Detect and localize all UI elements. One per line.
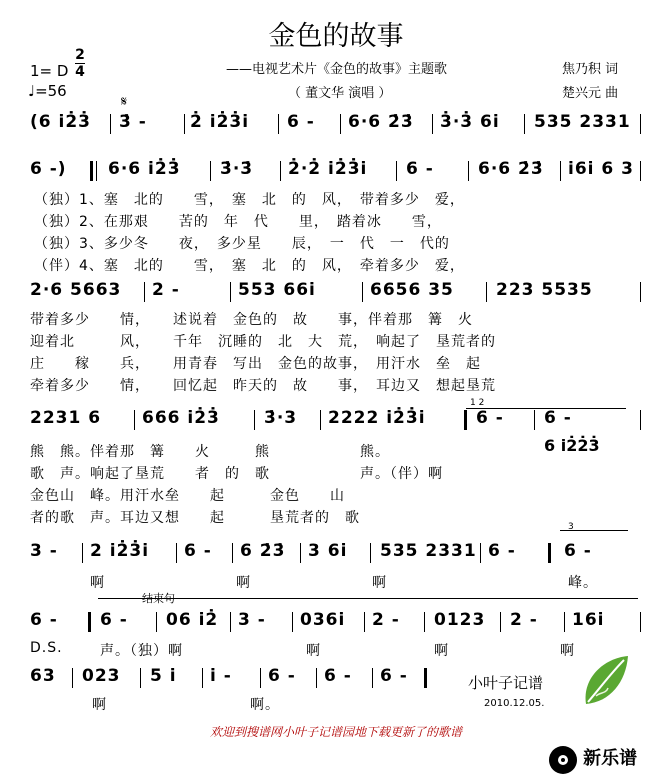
bar-line (144, 282, 145, 302)
bar-line (72, 668, 73, 688)
measure: 6 - (287, 112, 315, 132)
measure: 3 6i (308, 541, 348, 561)
measure: 6 - (268, 666, 296, 686)
bar-line (210, 161, 211, 181)
score-system-5 (24, 541, 642, 567)
lyric-line: 庄 稼 兵， 用青春 写出 金色的故事， 用汗水 垒 起 (30, 356, 481, 372)
bar-line (364, 612, 365, 632)
lyric-text: 啊 (306, 643, 321, 659)
leaf-logo-icon (578, 652, 632, 712)
composer: 楚兴元 曲 (562, 86, 619, 101)
bar-line (278, 114, 279, 134)
measure: 6 -) (30, 159, 67, 179)
lyric-line: 迎着北 风， 千年 沉睡的 北 大 荒， 响起了 垦荒者的 (30, 334, 496, 350)
measure: 6 - (476, 408, 504, 428)
lyric-text: 啊 (434, 643, 449, 659)
measure: 63 (30, 666, 56, 686)
pickup-measure: 6 i2̇2̇3̇ (544, 436, 600, 455)
final-bar (424, 668, 427, 688)
bar-line (230, 282, 231, 302)
measure: 6 2̇3̇ (240, 541, 286, 561)
measure: 535 2331 (534, 112, 631, 132)
lyric-text: D.S. (30, 640, 63, 656)
site-logo-text: 新乐谱 (583, 748, 638, 769)
bar-line (254, 410, 255, 430)
measure: 2 i2̇3̇i (90, 541, 150, 561)
lyric-text: 啊 (90, 575, 105, 591)
bar-line (640, 161, 641, 181)
measure: 6 - (30, 610, 58, 630)
score-system-1 (24, 94, 642, 138)
transcription-date: 2010.12.05. (484, 698, 545, 709)
bar-line (486, 282, 487, 302)
lyric-line: 歌 声。响起了垦荒 者 的 歌 声。（伴）啊 (30, 466, 443, 482)
measure: i6i 6 3 (568, 159, 634, 179)
bar-line (340, 114, 341, 134)
lyric-line: （独）3、多少冬 夜， 多少星 辰， 一 代 一 代的 (34, 236, 450, 252)
measure: 2 - (510, 610, 538, 630)
lyric-line: 金色山 峰。用汗水垒 起 金色 山 (30, 488, 345, 504)
bar-line (500, 612, 501, 632)
score-system-2 (24, 159, 642, 185)
lyric-text: 啊 (92, 697, 107, 713)
measure: 5 i (150, 666, 177, 686)
lyricist: 焦乃积 词 (562, 62, 619, 77)
bar-line (468, 161, 469, 181)
measure: 3̇ - (119, 112, 147, 132)
measure: 553 66i (238, 280, 316, 300)
bar-line (640, 612, 641, 632)
time-signature: 2 4 (75, 47, 85, 80)
measure: 666 i2̇3̇ (142, 408, 220, 428)
measure: 3̇·3 (264, 408, 298, 428)
measure: 6 - (100, 610, 128, 630)
coda-label: 结束句 (142, 592, 175, 605)
bar-line (432, 114, 433, 134)
final-repeat-bar (88, 612, 91, 632)
measure: 535 2331 (380, 541, 477, 561)
bar-line (534, 410, 535, 430)
bar-line (230, 612, 231, 632)
lyric-line: （独）2、在那艰 苦的 年 代 里， 踏着冰 雪， (34, 214, 442, 230)
bar-line (140, 668, 141, 688)
tempo-marking: ♩=56 (28, 82, 67, 100)
measure: 3 - (238, 610, 266, 630)
bar-line (320, 410, 321, 430)
lyric-line: 牵着多少 情， 回忆起 昨天的 故 事， 耳边又 想起垦荒 (30, 378, 496, 394)
transcriber-signature: 小叶子记谱 (468, 674, 544, 692)
lyric-line: （独）1、塞 北的 雪， 塞 北 的 风， 带着多少 爱， (34, 192, 465, 208)
measure: 6·6 2̇3̇ (348, 112, 414, 132)
score-system-3 (24, 280, 642, 306)
bar-line (280, 161, 281, 181)
measure: 2·6 5663 (30, 280, 122, 300)
subtitle: ——电视艺术片《金色的故事》主题歌 (226, 62, 448, 77)
repeat-end-bar (464, 410, 467, 430)
bar-line (424, 612, 425, 632)
measure: 3̇·3̇ 6i (440, 112, 500, 132)
measure: 6·6 i2̇3̇ (108, 159, 181, 179)
measure: 6 - (184, 541, 212, 561)
bar-line (184, 114, 185, 134)
measure: 2̇ i2̇3̇i (190, 112, 250, 132)
bar-line (82, 543, 83, 563)
measure: 06 i2̇ (166, 610, 219, 630)
measure: 3̇·3̇ (220, 159, 254, 179)
bar-line (640, 114, 641, 134)
measure: 223 5535 (496, 280, 593, 300)
measure: 3 - (30, 541, 58, 561)
lyric-text: 啊 (236, 575, 251, 591)
bar-line (316, 668, 317, 688)
bar-line (564, 612, 565, 632)
measure: 036i (300, 610, 346, 630)
volta-3: 3 (568, 522, 574, 532)
measure: 6656 35 (370, 280, 454, 300)
page-title: 金色的故事 (268, 21, 404, 52)
measure: 2̇·2̇ i2̇3̇i (288, 159, 368, 179)
footer-note: 欢迎到搜谱网小叶子记谱园地下载更新了的歌谱 (209, 725, 462, 739)
lyric-text: 峰。 (568, 575, 598, 591)
bar-line (96, 161, 97, 181)
measure: 6 - (488, 541, 516, 561)
performer: （ 董文华 演唱 ） (288, 86, 392, 101)
score-system-4 (24, 408, 642, 434)
record-icon (548, 745, 578, 775)
volta-bracket (560, 530, 628, 531)
lyric-text: 啊 (372, 575, 387, 591)
bar-line (370, 543, 371, 563)
measure: 2 - (152, 280, 180, 300)
bar-line (176, 543, 177, 563)
measure: 6 - (406, 159, 434, 179)
lyric-line: 熊 熊。伴着那 篝 火 熊 熊。 (30, 444, 390, 460)
lyric-text: 啊 (560, 643, 575, 659)
measure: 0123 (434, 610, 486, 630)
bar-line (560, 161, 561, 181)
bar-line (202, 668, 203, 688)
measure: 023 (82, 666, 121, 686)
bar-line (640, 410, 641, 430)
measure: 6 - (324, 666, 352, 686)
measure: i - (210, 666, 232, 686)
segno-sign: 𝄋 (121, 94, 128, 110)
key-signature: 1= D (30, 62, 69, 80)
bar-line (260, 668, 261, 688)
lyric-line: （伴）4、塞 北的 雪， 塞 北 的 风， 牵着多少 爱， (34, 258, 465, 274)
measure: 16i (572, 610, 605, 630)
volta-1-2: 1 2 (470, 398, 485, 408)
bar-line (396, 161, 397, 181)
measure: 6 - (564, 541, 592, 561)
repeat-start-bar (90, 161, 93, 181)
bar-line (524, 114, 525, 134)
lyric-text: 声。（独）啊 (100, 643, 183, 659)
bar-line (292, 612, 293, 632)
bar-line (156, 612, 157, 632)
bar-line (640, 282, 641, 302)
lyric-text: 啊。 (250, 697, 280, 713)
lyric-line: 带着多少 情， 述说着 金色的 故 事，伴着那 篝 火 (30, 312, 473, 328)
bar-line (300, 543, 301, 563)
repeat-end-bar (548, 543, 551, 563)
measure: 2222 i2̇3̇i (328, 408, 426, 428)
bar-line (232, 543, 233, 563)
bar-line (362, 282, 363, 302)
score-system-7 (24, 666, 642, 692)
bar-line (372, 668, 373, 688)
bar-line (134, 410, 135, 430)
site-logo (548, 744, 637, 775)
measure: 2 - (372, 610, 400, 630)
score-system-6 (24, 610, 642, 636)
measure: 6 - (380, 666, 408, 686)
lyric-line: 者的歌 声。耳边又想 起 垦荒者的 歌 (30, 510, 360, 526)
measure: 2231 6 (30, 408, 102, 428)
measure: (6 i2̇3̇ (30, 112, 92, 132)
measure: 6 - (544, 408, 572, 428)
measure: 6·6 2̇3̇ (478, 159, 544, 179)
coda-line (98, 598, 638, 599)
bar-line (480, 543, 481, 563)
bar-line (110, 114, 111, 134)
